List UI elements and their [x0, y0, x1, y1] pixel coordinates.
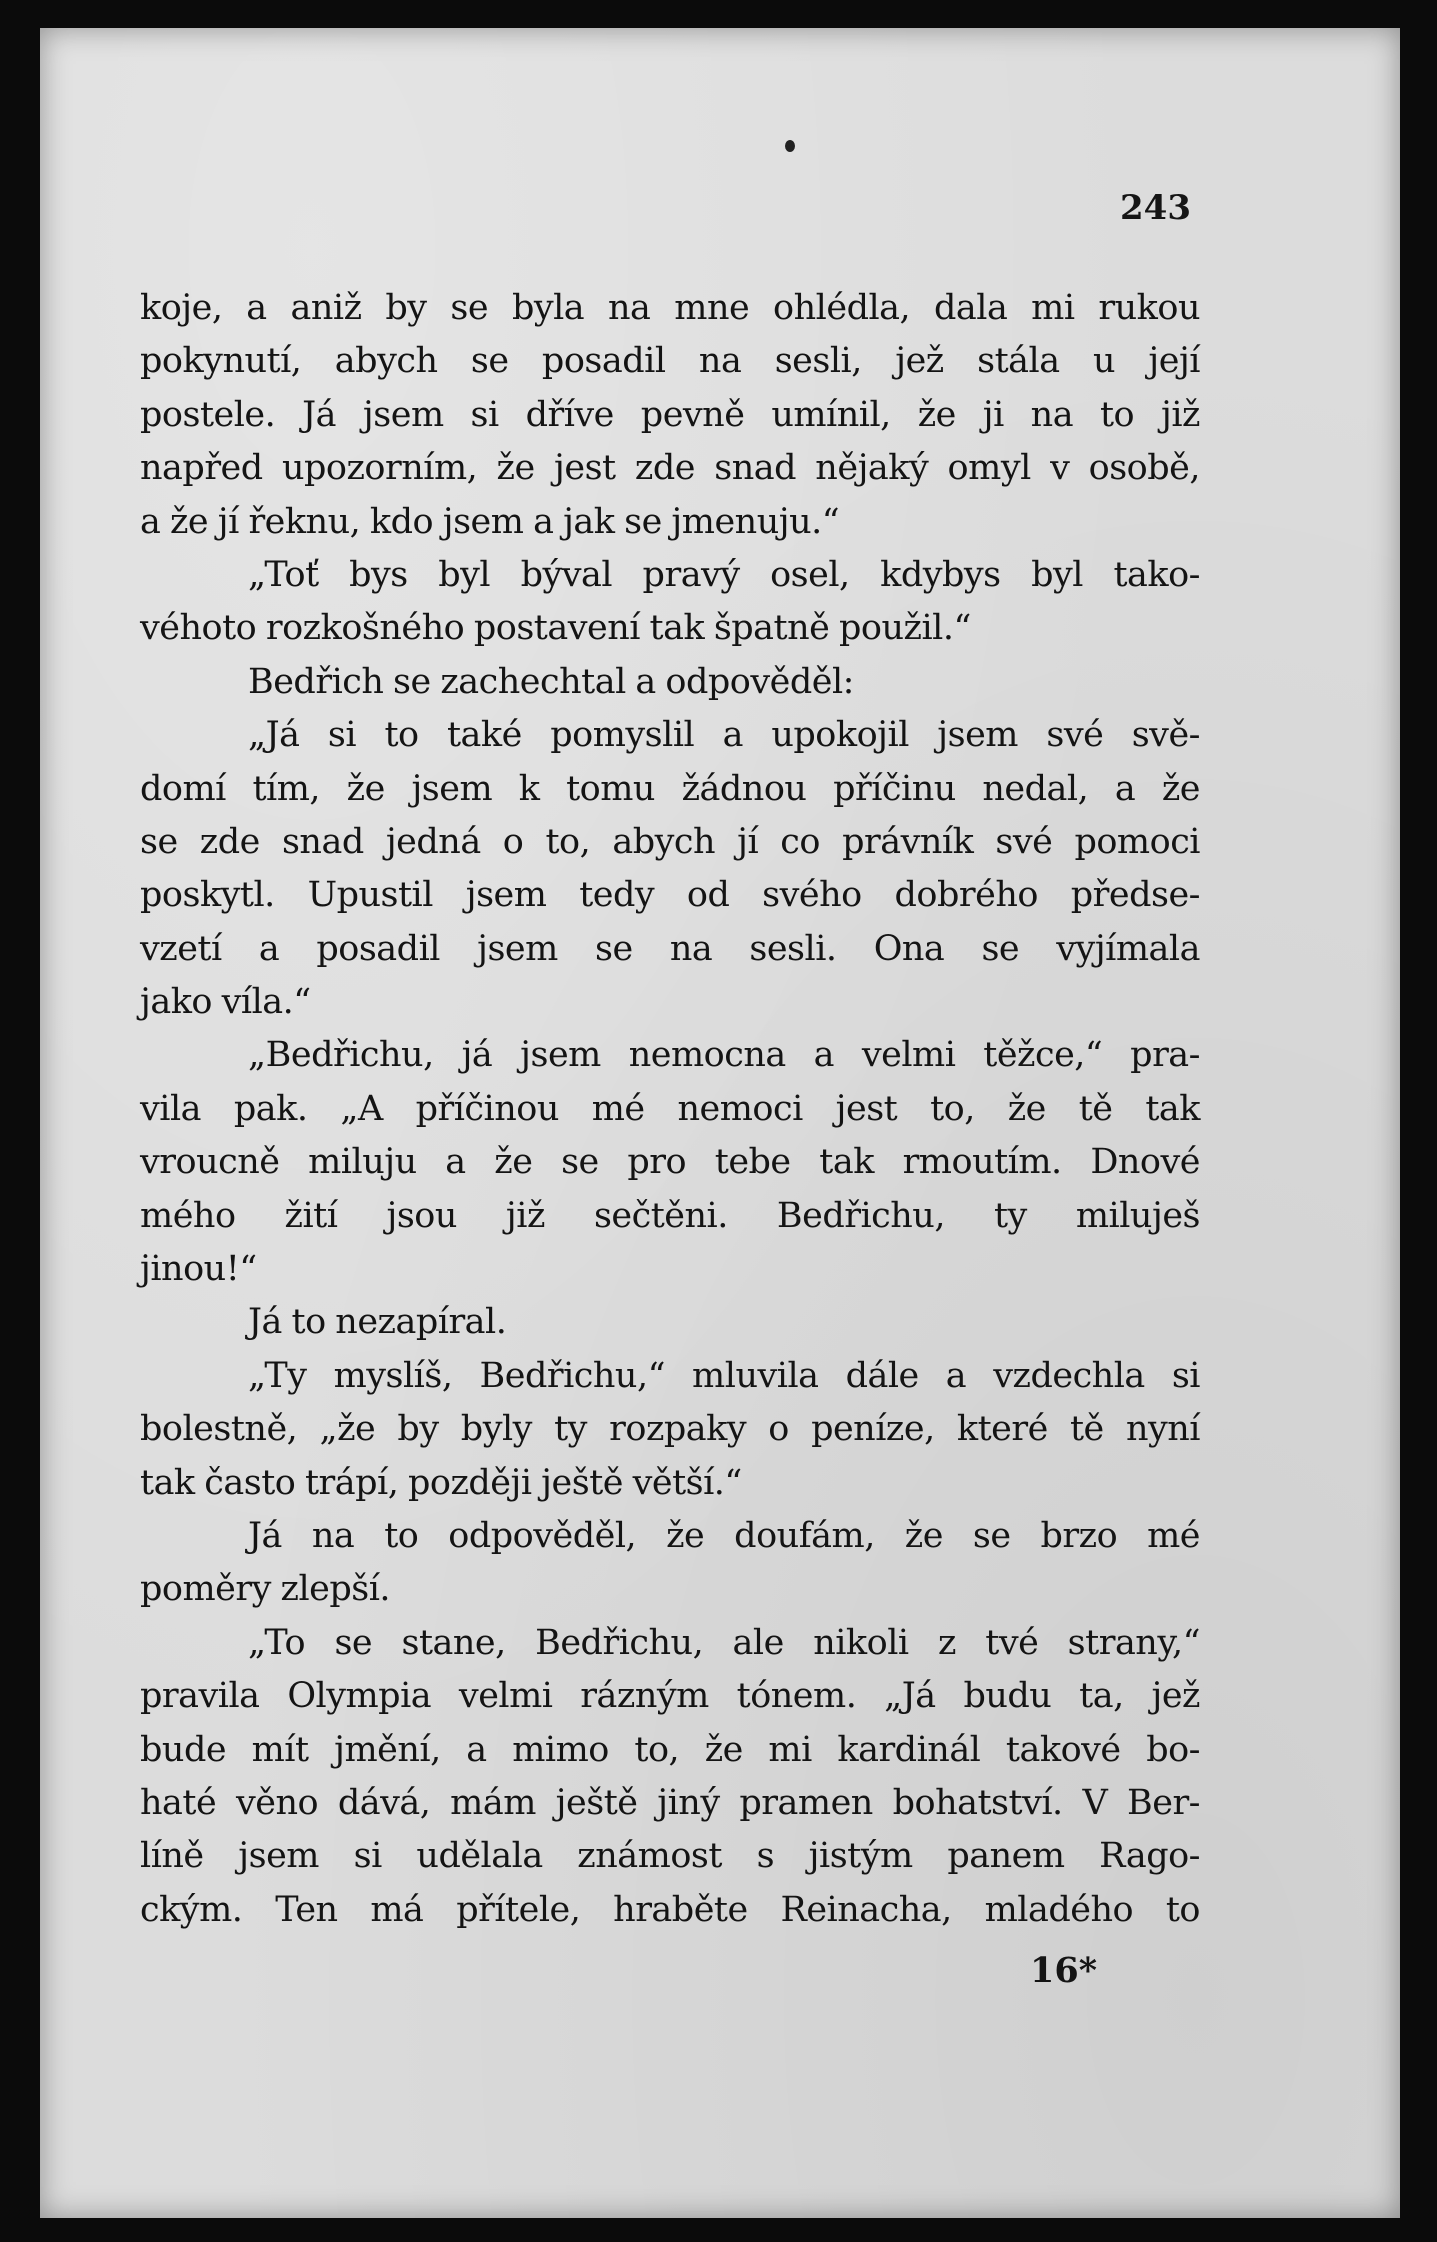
text-line: „Bedřichu, já jsem nemocna a velmi těžce,“ pra- — [248, 1035, 1200, 1076]
text-line: napřed upozorním, že jest zde snad nějaký omyl v osobě, — [140, 448, 1200, 489]
text-line: postele. Já jsem si dříve pevně umínil, že ji na to již — [140, 394, 1200, 435]
text-line: Já na to odpověděl, že doufám, že se brzo mé — [248, 1515, 1200, 1556]
text-line: jinou!“ — [140, 1249, 257, 1290]
text-line: líně jsem si udělala známost s jistým panem Rago- — [140, 1836, 1200, 1877]
text-line: pravila Olympia velmi rázným tónem. „Já budu ta, jež — [140, 1676, 1200, 1717]
text-line: véhoto rozkošného postavení tak špatně použil.“ — [140, 608, 971, 649]
ink-speck — [785, 140, 795, 152]
text-line: a že jí řeknu, kdo jsem a jak se jmenuju.“ — [140, 501, 840, 542]
body-text — [140, 282, 1200, 1937]
text-line: „Ty myslíš, Bedřichu,“ mluvila dále a vzdechla si — [248, 1355, 1200, 1396]
text-line: vzetí a posadil jsem se na sesli. Ona se vyjímala — [140, 928, 1200, 969]
text-line: poměry zlepší. — [140, 1569, 391, 1610]
text-line: ckým. Ten má přítele, hraběte Reinacha, mladého to — [140, 1889, 1200, 1930]
text-line: vila pak. „A příčinou mé nemoci jest to, že tě tak — [140, 1088, 1200, 1129]
signature-mark: 16* — [1030, 1950, 1098, 1991]
text-line: „To se stane, Bedřichu, ale nikoli z tvé strany,“ — [248, 1622, 1200, 1663]
text-line: „Toť bys byl býval pravý osel, kdybys byl tako- — [248, 554, 1200, 595]
text-line: pokynutí, abych se posadil na sesli, jež stála u její — [140, 341, 1200, 382]
page-number: 243 — [1120, 188, 1191, 228]
text-line: Bedřich se zachechtal a odpověděl: — [248, 661, 854, 702]
text-line: bolestně, „že by byly ty rozpaky o peníze, které tě nyní — [140, 1409, 1200, 1450]
text-line: se zde snad jedná o to, abych jí co právník své pomoci — [140, 821, 1200, 862]
text-line: bude mít jmění, a mimo to, že mi kardinál takové bo- — [140, 1729, 1200, 1770]
text-line: Já to nezapíral. — [248, 1302, 507, 1343]
text-line: poskytl. Upustil jsem tedy od svého dobrého předse- — [140, 875, 1200, 916]
text-line: haté věno dává, mám ještě jiný pramen bohatství. V Ber- — [140, 1782, 1200, 1823]
text-line: vroucně miluju a že se pro tebe tak rmoutím. Dnové — [140, 1142, 1200, 1183]
text-line: tak často trápí, později ještě větší.“ — [140, 1462, 742, 1503]
text-line: domí tím, že jsem k tomu žádnou příčinu nedal, a že — [140, 768, 1200, 809]
text-line: koje, a aniž by se byla na mne ohlédla, dala mi rukou — [140, 288, 1200, 328]
text-line: „Já si to také pomyslil a upokojil jsem své svě- — [248, 715, 1200, 756]
text-line: mého žití jsou již sečtěni. Bedřichu, ty miluješ — [140, 1195, 1200, 1236]
text-line: jako víla.“ — [140, 982, 311, 1023]
